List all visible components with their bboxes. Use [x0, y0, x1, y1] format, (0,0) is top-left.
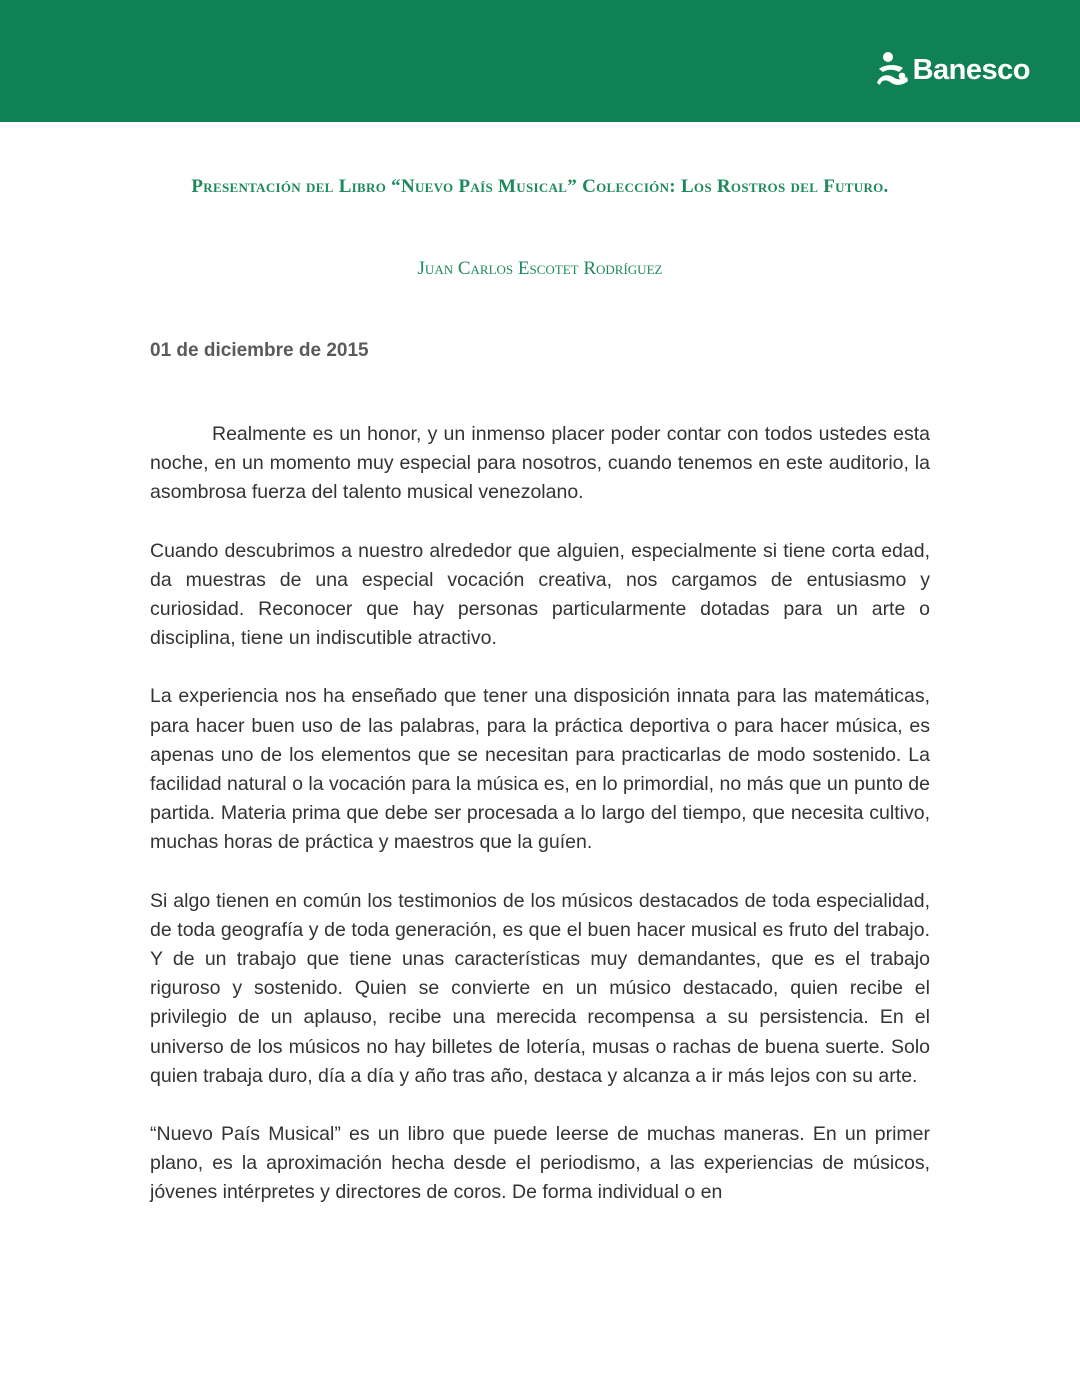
brand-name: Banesco — [912, 53, 1030, 86]
document-body — [150, 420, 930, 1237]
paragraph: Realmente es un honor, y un inmenso placer poder contar con todos ustedes esta noche, en un momento muy especial para nosotros, cuando tenemos en este auditorio, la asombrosa fuerza del talento musical venezolano. — [150, 423, 930, 504]
banesco-logo[interactable] — [875, 50, 1030, 90]
author-name: Juan Carlos Escotet Rodríguez — [417, 258, 663, 279]
paragraph: Cuando descubrimos a nuestro alrededor que alguien, especialmente si tiene corta edad, da muestras de una especial vocación creativa, nos cargamos de entusiasmo y curiosidad. Reconocer que hay personas particularmente dotadas para un arte o disciplina, tiene un indiscutible atractivo. — [150, 539, 930, 650]
header-band — [0, 0, 1080, 122]
paragraph: Si algo tienen en común los testimonios de los músicos destacados de toda especialidad, de toda geografía y de toda generación, es que el buen hacer musical es fruto del trabajo. Y de un trabajo que tiene unas características muy demandantes, que es el trabajo riguroso y sostenido. Quien se convierte en un músico destacado, quien recibe el privilegio de un aplauso, recibe una merecida recompensa a su persistencia. En el universo de los músicos no hay billetes de lotería, musas o rachas de buena suerte. Solo quien trabaja duro, día a día y año tras año, destaca y alcanza a ir más lejos con su arte. — [150, 889, 930, 1087]
document-title: Presentación del Libro “Nuevo País Musical” Colección: Los Rostros del Futuro. — [191, 176, 889, 197]
paragraph: “Nuevo País Musical” es un libro que puede leerse de muchas maneras. En un primer plano, es la aproximación hecha desde el periodismo, a las experiencias de músicos, jóvenes intérpretes y directores de coros. De forma individual o en — [150, 1123, 930, 1204]
paragraph: La experiencia nos ha enseñado que tener una disposición innata para las matemáticas, para hacer buen uso de las palabras, para la práctica deportiva o para hacer música, es apenas uno de los elementos que se necesitan para practicarlas de modo sostenido. La facilidad natural o la vocación para la música es, en lo primordial, no más que un punto de partida. Materia prima que debe ser procesada a lo largo del tiempo, que necesita cultivo, muchas horas de práctica y maestros que la guíen. — [150, 685, 930, 854]
document-date: 01 de diciembre de 2015 — [150, 340, 369, 361]
banesco-figure-icon — [875, 50, 911, 90]
